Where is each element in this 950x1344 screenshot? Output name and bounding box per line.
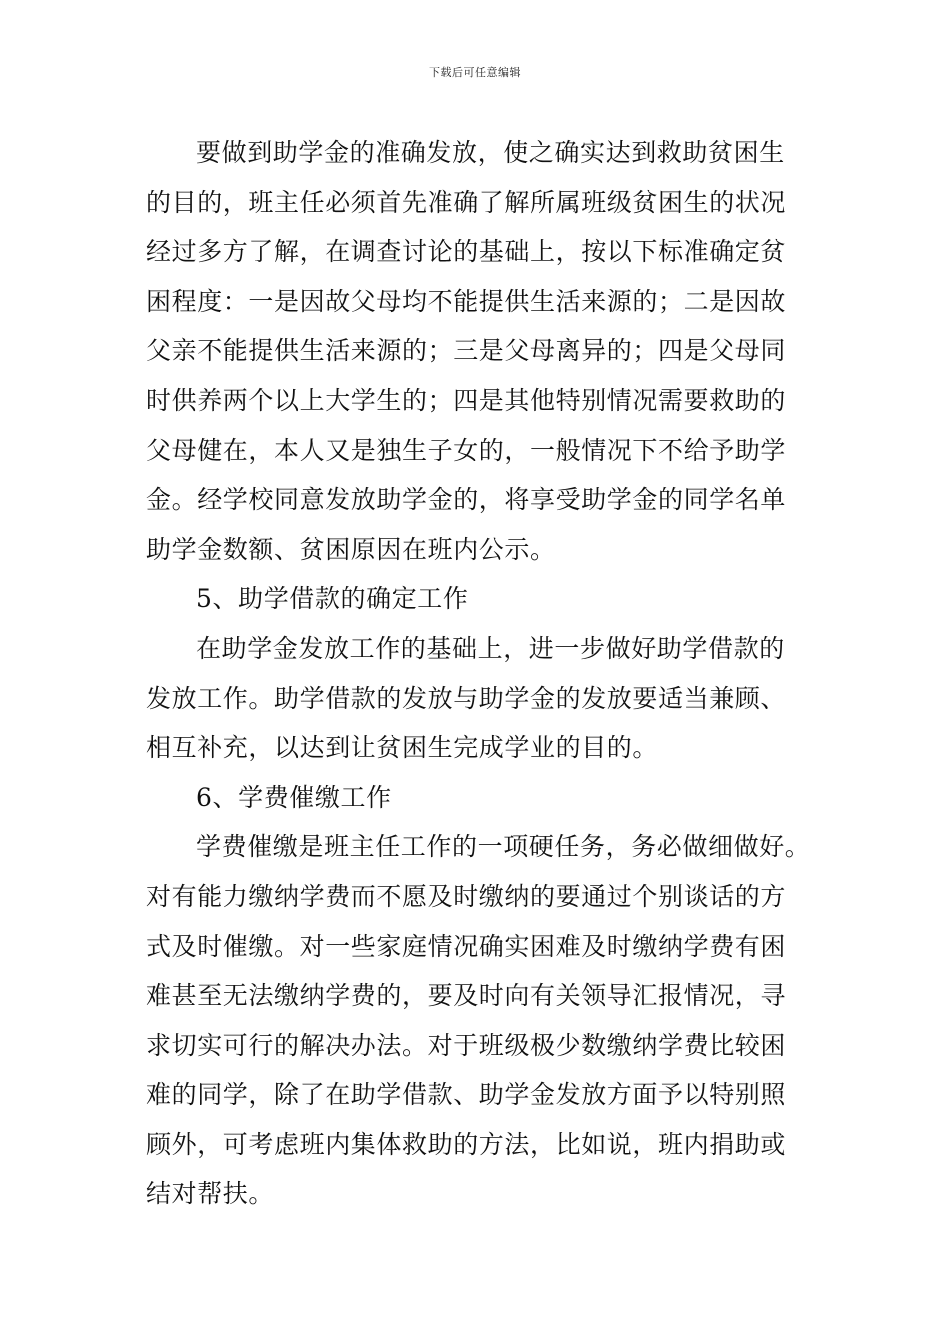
paragraph-line: 父母健在，本人又是独生子女的，一般情况下不给予助学 xyxy=(146,435,787,465)
paragraph-line: 在助学金发放工作的基础上，进一步做好助学借款的 xyxy=(196,633,785,663)
section-heading: 6、学费催缴工作 xyxy=(196,782,392,812)
paragraph-line: 式及时催缴。对一些家庭情况确实困难及时缴纳学费有困 xyxy=(146,931,787,961)
paragraph-line: 学费催缴是班主任工作的一项硬任务，务必做细做好。 xyxy=(196,832,811,862)
paragraph-line: 困程度：一是因故父母均不能提供生活来源的；二是因故 xyxy=(146,286,787,316)
page-header: 下载后可任意编辑 xyxy=(429,66,521,79)
paragraph-line: 经过多方了解，在调查讨论的基础上，按以下标准确定贫 xyxy=(146,237,787,267)
paragraph-line: 相互补充，以达到让贫困生完成学业的目的。 xyxy=(146,733,659,763)
paragraph-line: 要做到助学金的准确发放，使之确实达到救助贫困生 xyxy=(196,138,785,167)
paragraph-line: 求切实可行的解决办法。对于班级极少数缴纳学费比较困 xyxy=(146,1030,787,1060)
paragraph-line: 难的同学，除了在助学借款、助学金发放方面予以特别照 xyxy=(146,1080,787,1110)
document-body xyxy=(146,128,826,1219)
paragraph-line: 助学金数额、贫困原因在班内公示。 xyxy=(146,534,556,564)
paragraph-line: 的目的，班主任必须首先准确了解所属班级贫困生的状况 xyxy=(146,187,787,217)
paragraph-line: 时供养两个以上大学生的；四是其他特别情况需要救助的 xyxy=(146,385,787,415)
paragraph-line: 父亲不能提供生活来源的；三是父母离异的；四是父母同 xyxy=(146,336,787,366)
paragraph-line: 难甚至无法缴纳学费的，要及时向有关领导汇报情况，寻 xyxy=(146,981,787,1011)
section-heading: 5、助学借款的确定工作 xyxy=(196,584,469,614)
paragraph-line: 顾外，可考虑班内集体救助的方法，比如说，班内捐助或 xyxy=(146,1129,787,1159)
paragraph-line: 金。经学校同意发放助学金的，将享受助学金的同学名单 xyxy=(146,485,787,515)
paragraph-line: 发放工作。助学借款的发放与助学金的发放要适当兼顾、 xyxy=(146,683,787,713)
paragraph-line: 结对帮扶。 xyxy=(146,1179,275,1209)
paragraph-line: 对有能力缴纳学费而不愿及时缴纳的要通过个别谈话的方 xyxy=(146,881,787,911)
